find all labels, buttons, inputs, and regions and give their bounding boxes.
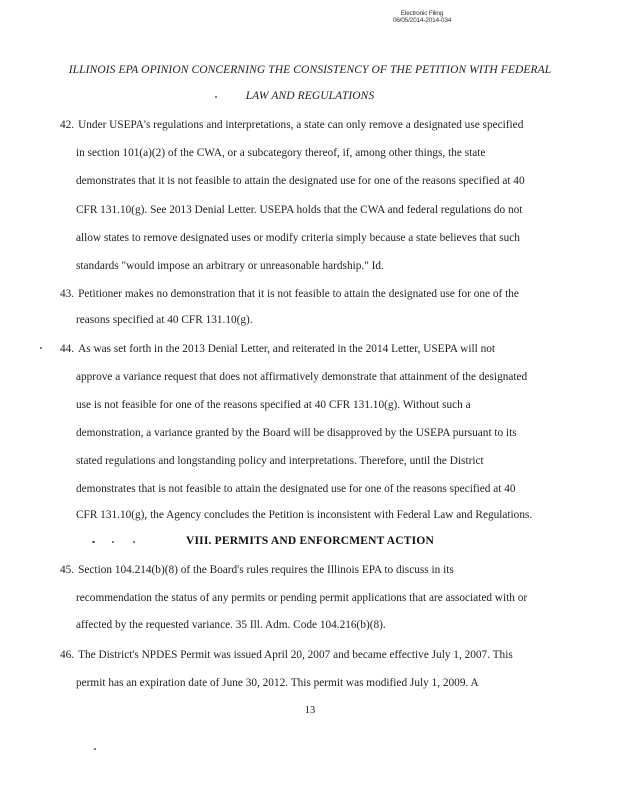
section-heading-line-2: LAW AND REGULATIONS <box>245 90 375 102</box>
paragraph-line: demonstrates that is not feasible to attain the designated use for one of the reasons specified at 40 <box>76 483 516 495</box>
scan-speck <box>40 347 42 349</box>
paragraph-number: 45. <box>60 564 75 576</box>
page-number: 13 <box>304 705 316 716</box>
paragraph-text: The District's NPDES Permit was issued April 20, 2007 and became effective July 1, 2007. This <box>78 649 513 661</box>
paragraph-line: recommendation the status of any permits or pending permit applications that are associated with or <box>76 592 528 604</box>
paragraph-text: Under USEPA's regulations and interpretations, a state can only remove a designated use specified <box>78 119 524 131</box>
paragraph-line <box>60 118 523 132</box>
paragraph-number: 44. <box>60 343 75 355</box>
scan-speck <box>112 541 114 543</box>
paragraph-line: demonstration, a variance granted by the Board will be disapproved by the USEPA pursuant to its <box>76 427 517 439</box>
stamp-line-1: Electronic Filing <box>400 10 444 17</box>
paragraph-number: 46. <box>60 649 75 661</box>
paragraph-line: allow states to remove designated uses or modify criteria simply because a state believes that such <box>76 232 520 244</box>
paragraph-number: 42. <box>60 119 75 131</box>
scan-speck <box>94 748 96 750</box>
section-title: VIII. PERMITS AND ENFORCMENT ACTION <box>185 535 434 547</box>
paragraph-line: permit has an expiration date of June 30, 2012. This permit was modified July 1, 2009. A <box>76 677 479 689</box>
paragraph-line: use is not feasible for one of the reasons specified at 40 CFR 131.10(g). Without such a <box>76 399 471 411</box>
paragraph-line: CFR 131.10(g), the Agency concludes the Petition is inconsistent with Federal Law and Regulations. <box>76 509 533 521</box>
paragraph-line <box>60 342 495 356</box>
paragraph-line <box>60 563 454 577</box>
paragraph-line: standards "would impose an arbitrary or unreasonable hardship." Id. <box>76 260 384 272</box>
paragraph-line: reasons specified at 40 CFR 131.10(g). <box>76 314 253 326</box>
scan-speck <box>133 541 135 543</box>
stamp-line-2: 06/05/2014-2014-034 <box>392 17 452 24</box>
paragraph-number: 43. <box>60 288 75 300</box>
paragraph-text: Section 104.214(b)(8) of the Board's rules requires the Illinois EPA to discuss in its <box>78 564 454 576</box>
paragraph-line: demonstrates that it is not feasible to attain the designated use for one of the reasons specified at 40 <box>76 175 525 187</box>
scan-speck <box>92 541 95 543</box>
filing-stamp <box>392 10 452 24</box>
paragraph-line: approve a variance request that does not affirmatively demonstrate that attainment of the designated <box>76 371 528 383</box>
paragraph-line: affected by the requested variance. 35 Ill. Adm. Code 104.216(b)(8). <box>76 619 386 631</box>
paragraph-line <box>60 648 513 662</box>
section-heading-line-1: ILLINOIS EPA OPINION CONCERNING THE CONSISTENCY OF THE PETITION WITH FEDERAL <box>68 64 552 76</box>
paragraph-text: Petitioner makes no demonstration that it is not feasible to attain the designated use for one of the <box>78 288 519 300</box>
paragraph-text: As was set forth in the 2013 Denial Letter, and reiterated in the 2014 Letter, USEPA will not <box>78 343 496 355</box>
paragraph-line: in section 101(a)(2) of the CWA, or a subcategory thereof, if, among other things, the state <box>76 147 486 159</box>
scan-speck <box>215 96 217 98</box>
paragraph-line <box>60 287 519 301</box>
paragraph-line: stated regulations and longstanding policy and interpretations. Therefore, until the District <box>76 455 484 467</box>
paragraph-line: CFR 131.10(g). See 2013 Denial Letter. USEPA holds that the CWA and federal regulations do not <box>76 204 523 216</box>
